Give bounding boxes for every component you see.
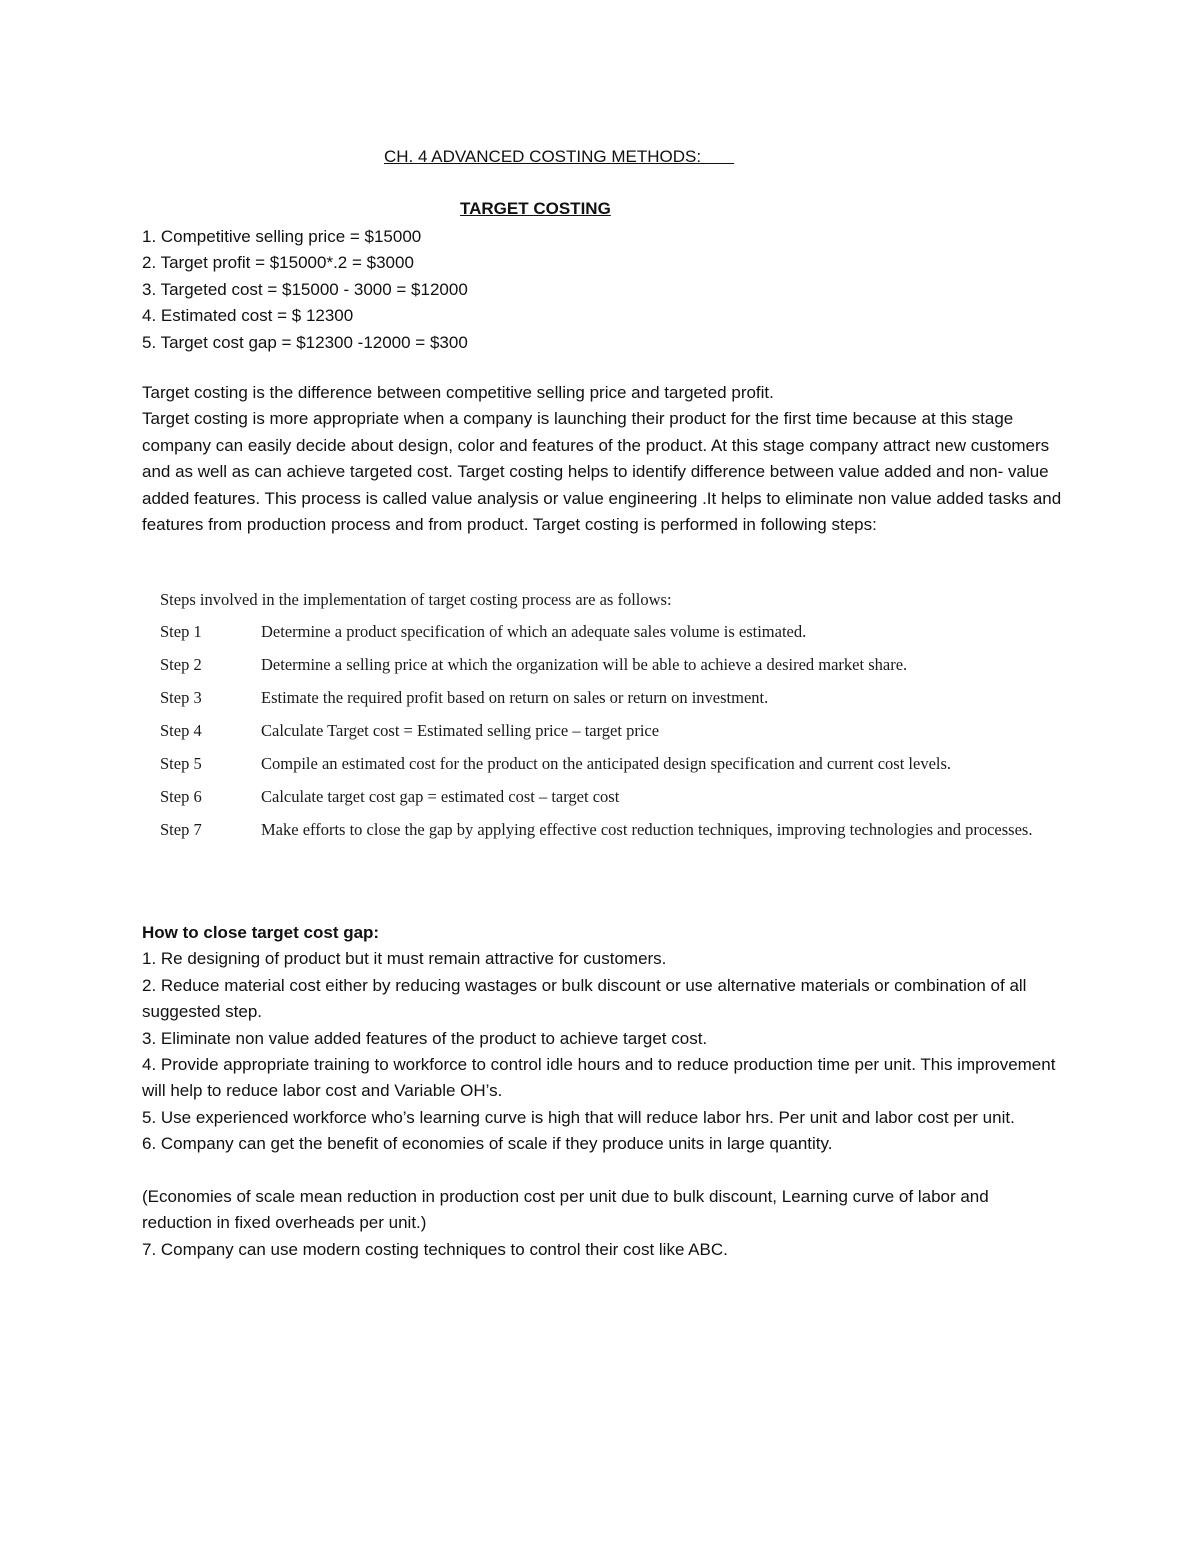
step-text: Determine a product specification of which an adequate sales volume is estimated.	[261, 622, 807, 641]
step-text: Determine a selling price at which the organization will be able to achieve a desired market share.	[261, 655, 908, 674]
step-label: Step 3	[160, 688, 202, 707]
chapter-title: CH. 4 ADVANCED COSTING METHODS:	[384, 147, 735, 166]
close-gap-section	[142, 920, 1062, 1263]
step-label: Step 2	[160, 655, 202, 674]
step-text: Make efforts to close the gap by applying effective cost reduction techniques, improving technologies and processes.	[261, 820, 1033, 839]
section-title: TARGET COSTING	[460, 199, 611, 218]
step-text: Estimate the required profit based on return on sales or return on investment.	[261, 688, 769, 707]
explanation-paragraph: Target costing is more appropriate when a company is launching their product for the first time because at this stage company can easily decide about design, color and features of the product. At this stage company attract new customers and as well as can achieve targeted cost. Target costing helps to identify difference between value added and non- value added features. This process is called value analysis or value engineering .It helps to eliminate non value added tasks and features from production process and from product. Target costing is performed in following steps:	[142, 409, 1062, 535]
step-label: Step 5	[160, 754, 202, 773]
calc-line-1: 1. Competitive selling price = $15000	[142, 227, 422, 246]
step-row	[160, 687, 1060, 709]
gap-item-1: 1. Re designing of product but it must remain attractive for customers.	[142, 949, 667, 969]
gap-item-4: 4. Provide appropriate training to workforce to control idle hours and to reduce production time per unit. This improvement will help to reduce labor cost and Variable OH’s.	[142, 1055, 1056, 1101]
step-label: Step 4	[160, 721, 202, 740]
calc-line-4: 4. Estimated cost = $ 12300	[142, 306, 354, 326]
step-text: Calculate target cost gap = estimated cost – target cost	[261, 787, 620, 806]
step-label: Step 6	[160, 787, 202, 806]
gap-item-7: 7. Company can use modern costing techniques to control their cost like ABC.	[142, 1239, 728, 1259]
step-label: Step 7	[160, 820, 202, 839]
calc-line-2: 2. Target profit = $15000*.2 = $3000	[142, 253, 414, 273]
step-row	[160, 786, 1060, 808]
gap-item-3: 3. Eliminate non value added features of the product to achieve target cost.	[142, 1028, 708, 1048]
step-row	[160, 654, 1060, 676]
step-text: Calculate Target cost = Estimated selling price – target price	[261, 721, 660, 740]
gap-item-2: 2. Reduce material cost either by reducing wastages or bulk discount or use alternative materials or combination of all suggested step.	[142, 975, 1027, 1022]
step-row	[160, 720, 1060, 742]
economies-note: (Economies of scale mean reduction in production cost per unit due to bulk discount, Learning curve of labor and reduction in fixed overheads per unit.)	[142, 1187, 989, 1233]
calc-line-5: 5. Target cost gap = $12300 -12000 = $300	[142, 332, 468, 352]
steps-figure	[160, 588, 1060, 852]
paragraph-spacer	[142, 1158, 1062, 1184]
close-gap-heading: How to close target cost gap:	[142, 923, 380, 942]
step-text: Compile an estimated cost for the product on the anticipated design specification and current cost levels.	[261, 754, 952, 773]
explanation-section	[142, 380, 1062, 538]
gap-item-6: 6. Company can get the benefit of economies of scale if they produce units in large quantity.	[142, 1134, 833, 1154]
definition-paragraph: Target costing is the difference between competitive selling price and targeted profit.	[142, 383, 774, 402]
calc-line-3: 3. Targeted cost = $15000 - 3000 = $12000	[142, 279, 468, 299]
step-row	[160, 753, 1060, 775]
calculation-list	[142, 224, 1062, 356]
gap-item-5: 5. Use experienced workforce who’s learning curve is high that will reduce labor hrs. Per unit and labor cost per unit.	[142, 1107, 1015, 1127]
step-row	[160, 819, 1060, 841]
steps-intro: Steps involved in the implementation of target costing process are as follows:	[160, 590, 672, 609]
step-label: Step 1	[160, 622, 202, 641]
step-row	[160, 621, 1060, 643]
